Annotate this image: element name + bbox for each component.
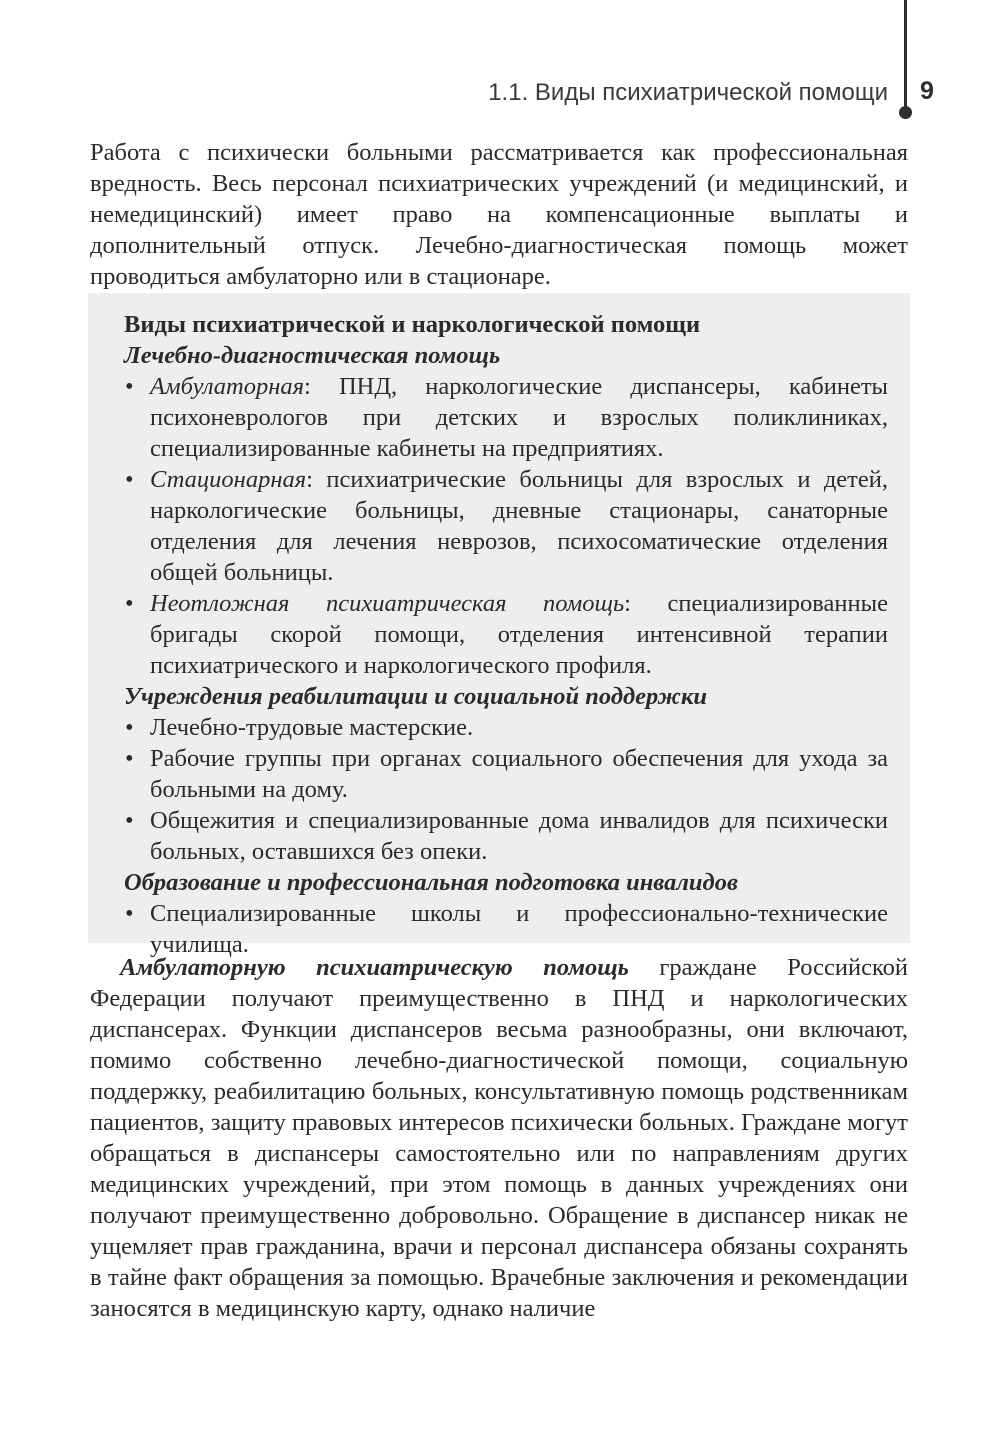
list-item: [124, 898, 888, 960]
info-box-title: Виды психиатрической и наркологической помощи: [124, 311, 701, 338]
list-item: [124, 743, 888, 805]
bullet-icon: •: [125, 466, 134, 493]
list-item: [124, 464, 888, 588]
running-head: 1.1. Виды психиатрической помощи: [488, 79, 888, 106]
item-text: Общежития и специализированные дома инвалидов для психически больных, оставшихся без опеки.: [150, 807, 888, 865]
list-item: [124, 371, 888, 464]
bullet-icon: •: [125, 745, 134, 772]
item-text: специализированные бригады скорой помощи, отделения интенсивной терапии психиатрического и наркологического профиля.: [150, 590, 888, 679]
item-term-separator: :: [304, 373, 311, 400]
item-term: Стационарная: [150, 466, 307, 493]
bullet-icon: •: [125, 590, 134, 617]
main-paragraph: [90, 952, 908, 1324]
main-paragraph-lead: Амбулаторную психиатрическую помощь: [120, 954, 629, 981]
item-term-separator: :: [624, 590, 631, 617]
item-text: психиатрические больницы для взрослых и детей, наркологические больницы, дневные стационары, санаторные отделения для лечения неврозов, психосоматические отделения общей больницы.: [150, 466, 888, 586]
page-number: 9: [920, 77, 934, 105]
main-paragraph-text: граждане Российской Федерации получают преимущественно в ПНД и наркологических диспансерах. Функции диспансеров весьма разнообразны, они включают, помимо собственно лечебно-диагностической помощи, социальную поддержку, реабилитацию больных, консультативную помощь родственникам пациентов, защиту правовых интересов психически больных. Граждане могут обращаться в диспансеры самостоятельно или по направлениям других медицинских учреждений, при этом помощь в данных учреждениях они получают преимущественно добровольно. Обращение в диспансер никак не ущемляет прав гражданина, врачи и персонал диспансера обязаны сохранять в тайне факт обращения за помощью. Врачебные заключения и рекомендации заносятся в медицинскую карту, однако наличие: [90, 954, 908, 1322]
list-item: [124, 712, 888, 743]
section-heading-rehabilitation: Учреждения реабилитации и социальной поддержки: [124, 683, 708, 710]
info-box: [88, 293, 910, 958]
list-item: [124, 588, 888, 681]
header-vertical-rule: [904, 0, 907, 108]
section-heading-treatment: Лечебно-диагностическая помощь: [124, 342, 501, 369]
section-heading-education: Образование и профессиональная подготовка инвалидов: [124, 869, 738, 896]
treatment-list: [124, 371, 888, 681]
intro-paragraph: Работа с психически больными рассматривается как профессиональная вредность. Весь персонал психиатрических учреждений (и медицинский, и немедицинский) имеет право на компенсационные выплаты и дополнительный отпуск. Лечебно-диагностическая помощь может проводиться амбулаторно или в стационаре.: [90, 139, 908, 290]
education-list: [124, 898, 888, 960]
item-text: ПНД, наркологические диспансеры, кабинеты психоневрологов при детских и взрослых поликлиниках, специализированные кабинеты на предприятиях.: [150, 373, 888, 462]
item-text: Лечебно-трудовые мастерские.: [150, 714, 474, 741]
bullet-icon: •: [125, 373, 134, 400]
item-text: Рабочие группы при органах социального обеспечения для ухода за больными на дому.: [150, 745, 888, 803]
rehabilitation-list: [124, 712, 888, 867]
bullet-icon: •: [125, 807, 134, 834]
bullet-icon: •: [125, 900, 134, 927]
info-box-content: [124, 309, 888, 960]
header-rule-dot: [899, 106, 912, 119]
item-term-separator: :: [306, 466, 313, 493]
list-item: [124, 805, 888, 867]
item-term: Амбулаторная: [150, 373, 305, 400]
item-term: Неотложная психиатрическая помощь: [150, 590, 625, 617]
bullet-icon: •: [125, 714, 134, 741]
item-text: Специализированные школы и профессионально-технические училища.: [150, 900, 888, 958]
